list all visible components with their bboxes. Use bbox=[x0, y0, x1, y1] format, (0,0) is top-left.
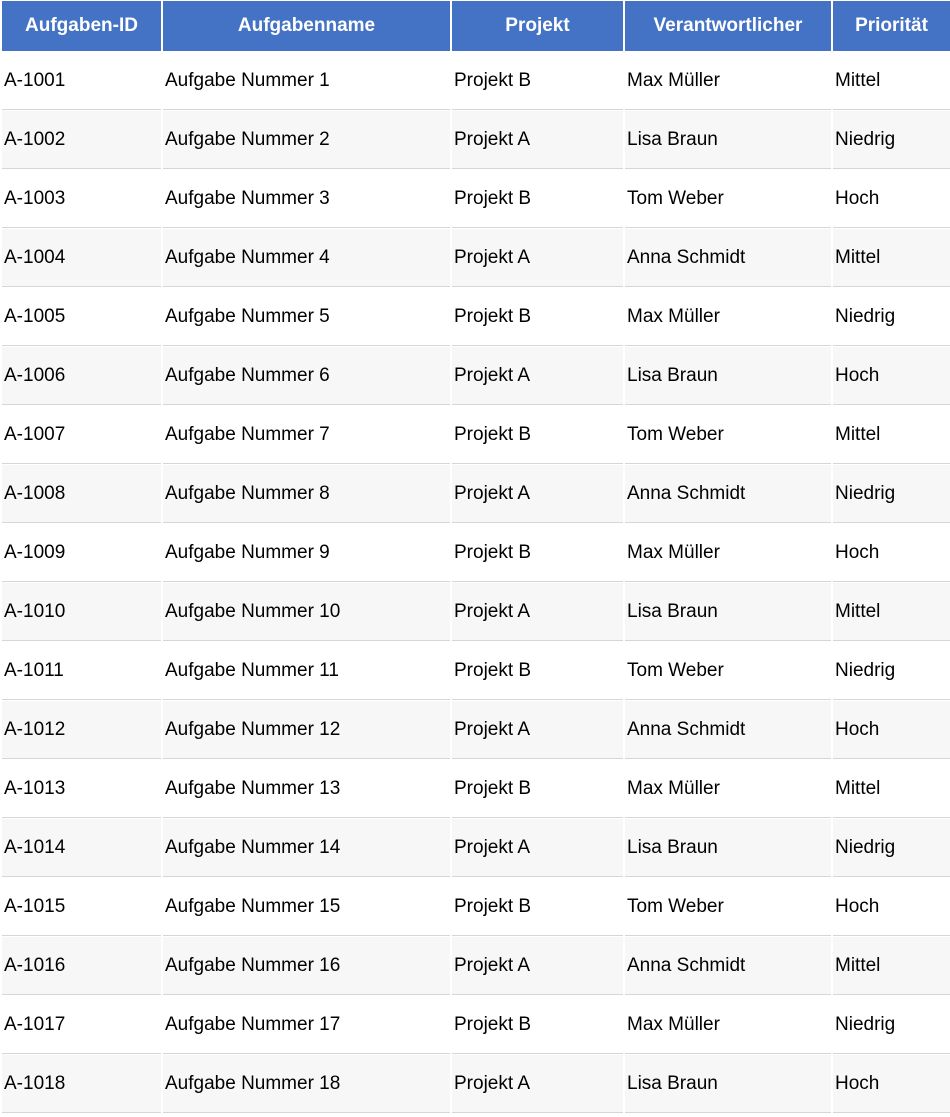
cell-task-name[interactable]: Aufgabe Nummer 12 bbox=[163, 701, 450, 759]
table-row[interactable] bbox=[2, 760, 950, 818]
cell-priority[interactable]: Mittel bbox=[833, 583, 950, 641]
cell-task-name[interactable]: Aufgabe Nummer 10 bbox=[163, 583, 450, 641]
cell-priority[interactable]: Hoch bbox=[833, 170, 950, 228]
cell-project[interactable]: Projekt B bbox=[452, 996, 623, 1054]
cell-project[interactable]: Projekt B bbox=[452, 288, 623, 346]
cell-priority[interactable]: Mittel bbox=[833, 760, 950, 818]
table-row[interactable] bbox=[2, 642, 950, 700]
cell-task-name[interactable]: Aufgabe Nummer 18 bbox=[163, 1055, 450, 1113]
table-row[interactable] bbox=[2, 1055, 950, 1113]
cell-project[interactable]: Projekt A bbox=[452, 583, 623, 641]
cell-priority[interactable]: Hoch bbox=[833, 701, 950, 759]
cell-task-id[interactable]: A-1004 bbox=[2, 229, 161, 287]
cell-task-name[interactable]: Aufgabe Nummer 15 bbox=[163, 878, 450, 936]
cell-owner[interactable]: Anna Schmidt bbox=[625, 701, 831, 759]
cell-task-id[interactable]: A-1002 bbox=[2, 111, 161, 169]
cell-task-id[interactable]: A-1007 bbox=[2, 406, 161, 464]
table-row[interactable] bbox=[2, 701, 950, 759]
table-body bbox=[2, 52, 950, 1113]
cell-priority[interactable]: Niedrig bbox=[833, 996, 950, 1054]
cell-project[interactable]: Projekt B bbox=[452, 406, 623, 464]
cell-project[interactable]: Projekt B bbox=[452, 760, 623, 818]
cell-owner[interactable]: Lisa Braun bbox=[625, 819, 831, 877]
cell-project[interactable]: Projekt B bbox=[452, 52, 623, 110]
cell-owner[interactable]: Max Müller bbox=[625, 996, 831, 1054]
cell-task-name[interactable]: Aufgabe Nummer 16 bbox=[163, 937, 450, 995]
cell-task-name[interactable]: Aufgabe Nummer 9 bbox=[163, 524, 450, 582]
cell-owner[interactable]: Anna Schmidt bbox=[625, 937, 831, 995]
cell-priority[interactable]: Hoch bbox=[833, 347, 950, 405]
cell-task-id[interactable]: A-1012 bbox=[2, 701, 161, 759]
cell-owner[interactable]: Anna Schmidt bbox=[625, 229, 831, 287]
cell-task-name[interactable]: Aufgabe Nummer 3 bbox=[163, 170, 450, 228]
table-row[interactable] bbox=[2, 229, 950, 287]
cell-owner[interactable]: Max Müller bbox=[625, 288, 831, 346]
cell-priority[interactable]: Niedrig bbox=[833, 465, 950, 523]
cell-task-id[interactable]: A-1010 bbox=[2, 583, 161, 641]
cell-priority[interactable]: Niedrig bbox=[833, 288, 950, 346]
cell-project[interactable]: Projekt B bbox=[452, 878, 623, 936]
cell-priority[interactable]: Mittel bbox=[833, 229, 950, 287]
cell-project[interactable]: Projekt A bbox=[452, 465, 623, 523]
cell-task-id[interactable]: A-1008 bbox=[2, 465, 161, 523]
table-row[interactable] bbox=[2, 996, 950, 1054]
cell-task-id[interactable]: A-1001 bbox=[2, 52, 161, 110]
cell-task-name[interactable]: Aufgabe Nummer 6 bbox=[163, 347, 450, 405]
table-row[interactable] bbox=[2, 878, 950, 936]
cell-owner[interactable]: Max Müller bbox=[625, 760, 831, 818]
cell-task-id[interactable]: A-1014 bbox=[2, 819, 161, 877]
table-row[interactable] bbox=[2, 347, 950, 405]
table-row[interactable] bbox=[2, 52, 950, 110]
cell-project[interactable]: Projekt A bbox=[452, 229, 623, 287]
header-task-name[interactable]: Aufgabenname bbox=[163, 1, 450, 51]
cell-priority[interactable]: Niedrig bbox=[833, 642, 950, 700]
cell-priority[interactable]: Mittel bbox=[833, 937, 950, 995]
cell-project[interactable]: Projekt B bbox=[452, 524, 623, 582]
table-row[interactable] bbox=[2, 937, 950, 995]
cell-task-id[interactable]: A-1013 bbox=[2, 760, 161, 818]
table-row[interactable] bbox=[2, 111, 950, 169]
table-row[interactable] bbox=[2, 406, 950, 464]
cell-task-name[interactable]: Aufgabe Nummer 14 bbox=[163, 819, 450, 877]
cell-task-name[interactable]: Aufgabe Nummer 13 bbox=[163, 760, 450, 818]
cell-project[interactable]: Projekt A bbox=[452, 701, 623, 759]
cell-project[interactable]: Projekt A bbox=[452, 111, 623, 169]
cell-owner[interactable]: Max Müller bbox=[625, 52, 831, 110]
cell-task-name[interactable]: Aufgabe Nummer 7 bbox=[163, 406, 450, 464]
cell-task-name[interactable]: Aufgabe Nummer 11 bbox=[163, 642, 450, 700]
cell-task-name[interactable]: Aufgabe Nummer 4 bbox=[163, 229, 450, 287]
cell-task-id[interactable]: A-1003 bbox=[2, 170, 161, 228]
cell-priority[interactable]: Hoch bbox=[833, 524, 950, 582]
cell-owner[interactable]: Lisa Braun bbox=[625, 347, 831, 405]
cell-owner[interactable]: Tom Weber bbox=[625, 170, 831, 228]
cell-project[interactable]: Projekt A bbox=[452, 347, 623, 405]
cell-priority[interactable]: Niedrig bbox=[833, 111, 950, 169]
header-project[interactable]: Projekt bbox=[452, 1, 623, 51]
table-row[interactable] bbox=[2, 524, 950, 582]
cell-task-id[interactable]: A-1015 bbox=[2, 878, 161, 936]
cell-owner[interactable]: Lisa Braun bbox=[625, 111, 831, 169]
cell-task-id[interactable]: A-1006 bbox=[2, 347, 161, 405]
cell-task-id[interactable]: A-1009 bbox=[2, 524, 161, 582]
cell-priority[interactable]: Hoch bbox=[833, 1055, 950, 1113]
cell-owner[interactable]: Lisa Braun bbox=[625, 1055, 831, 1113]
table-row[interactable] bbox=[2, 583, 950, 641]
cell-priority[interactable]: Niedrig bbox=[833, 819, 950, 877]
table-row[interactable] bbox=[2, 170, 950, 228]
cell-task-id[interactable]: A-1011 bbox=[2, 642, 161, 700]
header-priority[interactable]: Priorität bbox=[833, 1, 950, 51]
cell-task-id[interactable]: A-1005 bbox=[2, 288, 161, 346]
cell-owner[interactable]: Tom Weber bbox=[625, 878, 831, 936]
table-row[interactable] bbox=[2, 819, 950, 877]
table-header-row bbox=[2, 1, 950, 51]
header-task-id[interactable]: Aufgaben-ID bbox=[2, 1, 161, 51]
cell-project[interactable]: Projekt B bbox=[452, 642, 623, 700]
cell-owner[interactable]: Anna Schmidt bbox=[625, 465, 831, 523]
cell-priority[interactable]: Hoch bbox=[833, 878, 950, 936]
cell-task-id[interactable]: A-1016 bbox=[2, 937, 161, 995]
cell-project[interactable]: Projekt A bbox=[452, 937, 623, 995]
cell-project[interactable]: Projekt A bbox=[452, 1055, 623, 1113]
cell-owner[interactable]: Tom Weber bbox=[625, 406, 831, 464]
cell-task-name[interactable]: Aufgabe Nummer 1 bbox=[163, 52, 450, 110]
cell-priority[interactable]: Mittel bbox=[833, 52, 950, 110]
header-owner[interactable]: Verantwortlicher bbox=[625, 1, 831, 51]
cell-project[interactable]: Projekt A bbox=[452, 819, 623, 877]
cell-owner[interactable]: Lisa Braun bbox=[625, 583, 831, 641]
cell-task-id[interactable]: A-1017 bbox=[2, 996, 161, 1054]
cell-owner[interactable]: Max Müller bbox=[625, 524, 831, 582]
cell-task-id[interactable]: A-1018 bbox=[2, 1055, 161, 1113]
cell-priority[interactable]: Mittel bbox=[833, 406, 950, 464]
cell-project[interactable]: Projekt B bbox=[452, 170, 623, 228]
table-row[interactable] bbox=[2, 288, 950, 346]
cell-task-name[interactable]: Aufgabe Nummer 17 bbox=[163, 996, 450, 1054]
cell-task-name[interactable]: Aufgabe Nummer 5 bbox=[163, 288, 450, 346]
cell-task-name[interactable]: Aufgabe Nummer 2 bbox=[163, 111, 450, 169]
cell-owner[interactable]: Tom Weber bbox=[625, 642, 831, 700]
cell-task-name[interactable]: Aufgabe Nummer 8 bbox=[163, 465, 450, 523]
table-row[interactable] bbox=[2, 465, 950, 523]
